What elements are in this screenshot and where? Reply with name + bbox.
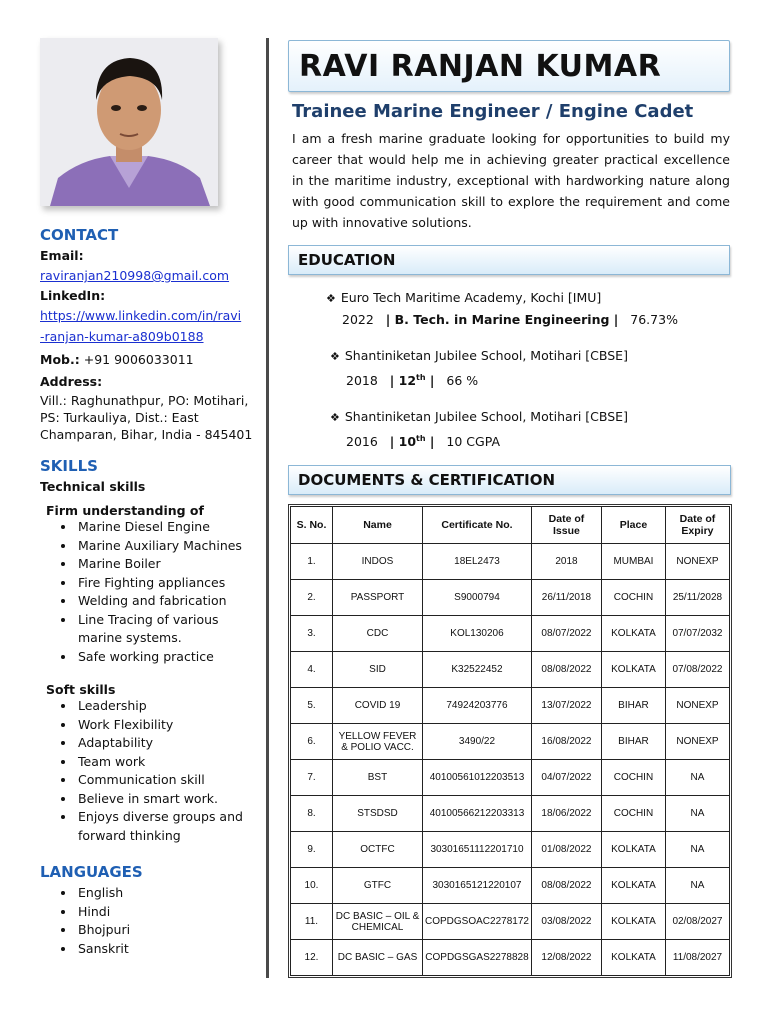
education-entry: [330, 406, 730, 452]
column-header: S. No.: [291, 507, 333, 544]
table-cell: 40100561012203513: [423, 760, 532, 796]
list-item: • Team work: [76, 753, 265, 772]
list-item: • Marine Diesel Engine: [76, 518, 265, 537]
list-item: • Believe in smart work.: [76, 790, 265, 809]
table-cell: NONEXP: [665, 544, 729, 580]
linkedin-label: LinkedIn:: [40, 288, 106, 303]
table-cell: K32522452: [423, 652, 532, 688]
table-cell: NA: [665, 868, 729, 904]
column-header: Date of Issue: [531, 507, 601, 544]
list-item: • Sanskrit: [76, 940, 265, 959]
candidate-name: RAVI RANJAN KUMAR: [299, 48, 662, 84]
table-cell: 13/07/2022: [531, 688, 601, 724]
table-cell: OCTFC: [333, 832, 423, 868]
table-row: [291, 580, 730, 616]
table-cell: KOLKATA: [601, 868, 665, 904]
list-item: • Communication skill: [76, 771, 265, 790]
left-column: [40, 38, 265, 958]
education-course: | B. Tech. in Marine Engineering |: [385, 312, 619, 327]
contact-heading: CONTACT: [40, 226, 119, 244]
table-cell: 16/08/2022: [531, 724, 601, 760]
table-row: [291, 724, 730, 760]
table-cell: KOLKATA: [601, 616, 665, 652]
table-cell: COPDGSOAC2278172: [423, 904, 532, 940]
skills-heading: SKILLS: [40, 457, 98, 475]
education-course-sup: th: [416, 373, 426, 382]
education-heading-text: EDUCATION: [298, 251, 396, 269]
education-entry: [326, 287, 730, 330]
list-item: • Leadership: [76, 697, 265, 716]
table-cell: 01/08/2022: [531, 832, 601, 868]
column-header: Certificate No.: [423, 507, 532, 544]
education-course: [390, 434, 435, 449]
list-item: • Marine Auxiliary Machines: [76, 537, 265, 556]
table-cell: COPDGSGAS2278828: [423, 940, 532, 976]
table-cell: KOLKATA: [601, 832, 665, 868]
column-header: Name: [333, 507, 423, 544]
table-cell: 08/08/2022: [531, 652, 601, 688]
table-cell: 8.: [291, 796, 333, 832]
table-cell: 03/08/2022: [531, 904, 601, 940]
mobile-number: +91 9006033011: [83, 352, 194, 367]
table-cell: 9.: [291, 832, 333, 868]
list-item: • Line Tracing of various marine systems.: [76, 611, 228, 648]
list-item: • Work Flexibility: [76, 716, 265, 735]
table-cell: KOLKATA: [601, 652, 665, 688]
address-line: Champaran, Bihar, India - 845401: [40, 427, 253, 442]
table-cell: 2.: [291, 580, 333, 616]
table-cell: 11/08/2027: [665, 940, 729, 976]
firm-understanding-label: Firm understanding of: [46, 503, 204, 518]
education-detail: [326, 309, 730, 330]
documents-heading-text: DOCUMENTS & CERTIFICATION: [298, 471, 556, 489]
education-entry: [330, 345, 730, 391]
table-row: [291, 544, 730, 580]
table-cell: BIHAR: [601, 688, 665, 724]
education-course-text: | 10: [389, 434, 417, 450]
table-cell: 02/08/2027: [665, 904, 729, 940]
column-header: Date of Expiry: [665, 507, 729, 544]
address-line: PS: Turkauliya, Dist.: East: [40, 410, 199, 425]
table-cell: 18/06/2022: [531, 796, 601, 832]
list-item: • Bhojpuri: [76, 921, 265, 940]
table-row: [291, 832, 730, 868]
table-cell: 3030165121220107: [423, 868, 532, 904]
job-title: Trainee Marine Engineer / Engine Cadet: [292, 101, 694, 122]
table-cell: 11.: [291, 904, 333, 940]
table-cell: BST: [333, 760, 423, 796]
technical-skills-list: [40, 518, 265, 666]
column-divider: [266, 38, 269, 978]
education-course-text: | 12: [389, 373, 417, 389]
list-item: • Welding and fabrication: [76, 592, 265, 611]
table-cell: KOLKATA: [601, 904, 665, 940]
list-item: • Enjoys diverse groups and forward thinking: [76, 808, 248, 845]
table-cell: SID: [333, 652, 423, 688]
table-cell: 12/08/2022: [531, 940, 601, 976]
table-cell: 5.: [291, 688, 333, 724]
list-item: • Marine Boiler: [76, 555, 265, 574]
profile-photo-illustration: [40, 38, 218, 206]
mobile-row: [40, 351, 265, 368]
table-cell: KOL130206: [423, 616, 532, 652]
table-cell: 18EL2473: [423, 544, 532, 580]
table-cell: KOLKATA: [601, 940, 665, 976]
table-cell: 7.: [291, 760, 333, 796]
column-header: Place: [601, 507, 665, 544]
linkedin-link[interactable]: [40, 305, 265, 347]
table-cell: 6.: [291, 724, 333, 760]
table-cell: 26/11/2018: [531, 580, 601, 616]
table-row: [291, 616, 730, 652]
name-banner: [288, 40, 730, 92]
table-cell: COCHIN: [601, 760, 665, 796]
table-cell: INDOS: [333, 544, 423, 580]
linkedin-link-line1[interactable]: https://www.linkedin.com/in/ravi: [40, 308, 242, 323]
table-cell: MUMBAI: [601, 544, 665, 580]
languages-heading: LANGUAGES: [40, 863, 143, 881]
table-header-row: [291, 507, 730, 544]
table-cell: COVID 19: [333, 688, 423, 724]
table-cell: 30301651112201710: [423, 832, 532, 868]
right-column: [288, 40, 730, 452]
table-row: [291, 796, 730, 832]
education-detail: [330, 428, 730, 452]
email-link[interactable]: raviranjan210998@gmail.com: [40, 268, 230, 283]
education-course-sup: th: [416, 434, 426, 444]
table-cell: 25/11/2028: [665, 580, 729, 616]
education-score: 76.73%: [630, 312, 678, 327]
education-heading: [288, 245, 730, 275]
table-cell: 3.: [291, 616, 333, 652]
education-course: [390, 373, 435, 388]
education-course-text: |: [425, 434, 435, 450]
address-label: Address:: [40, 374, 103, 389]
education-year: 2016: [346, 434, 378, 450]
documents-heading: [288, 465, 731, 495]
table-cell: NONEXP: [665, 724, 729, 760]
education-detail: [330, 367, 730, 391]
table-cell: 08/07/2022: [531, 616, 601, 652]
table-cell: NA: [665, 796, 729, 832]
address-line: Vill.: Raghunathpur, PO: Motihari,: [40, 393, 249, 408]
table-row: [291, 868, 730, 904]
technical-skills-label: Technical skills: [40, 479, 146, 494]
table-cell: 4.: [291, 652, 333, 688]
list-item: • Adaptability: [76, 734, 265, 753]
table-cell: NA: [665, 760, 729, 796]
linkedin-link-line2[interactable]: -ranjan-kumar-a809b0188: [40, 329, 204, 344]
table-cell: 2018: [531, 544, 601, 580]
table-cell: STSDSD: [333, 796, 423, 832]
education-score: 10 CGPA: [446, 434, 501, 450]
table-cell: 74924203776: [423, 688, 532, 724]
education-year: 2018: [346, 373, 378, 389]
table-row: [291, 904, 730, 940]
profile-summary: I am a fresh marine graduate looking for opportunities to build my career that would help me in achieving greater practical excellence in the maritime industry, exceptional with hardworking nature along with good communication skill to explore the requirement and come up with innovative solutions.: [292, 131, 730, 230]
table-cell: DC BASIC – GAS: [333, 940, 423, 976]
education-year: 2022: [342, 312, 374, 327]
table-cell: NONEXP: [665, 688, 729, 724]
table-cell: BIHAR: [601, 724, 665, 760]
table-cell: 1.: [291, 544, 333, 580]
table-cell: 3490/22: [423, 724, 532, 760]
list-item: • Safe working practice: [76, 648, 265, 667]
table-row: [291, 652, 730, 688]
list-item: • Fire Fighting appliances: [76, 574, 265, 593]
education-score: 66 %: [446, 373, 479, 389]
table-cell: COCHIN: [601, 796, 665, 832]
mobile-label: Mob.:: [40, 352, 80, 367]
table-cell: 40100566212203313: [423, 796, 532, 832]
table-cell: 04/07/2022: [531, 760, 601, 796]
table-cell: 08/08/2022: [531, 868, 601, 904]
institute-name: ❖ Shantiniketan Jubilee School, Motihari [CBSE]: [330, 345, 730, 367]
email-label: Email:: [40, 248, 84, 263]
table-cell: COCHIN: [601, 580, 665, 616]
table-row: [291, 760, 730, 796]
soft-skills-label: Soft skills: [46, 682, 116, 697]
table-cell: GTFC: [333, 868, 423, 904]
education-course-text: |: [425, 373, 435, 389]
list-item: • English: [76, 884, 265, 903]
languages-list: [40, 884, 265, 958]
soft-skills-list: [40, 697, 265, 845]
table-cell: 12.: [291, 940, 333, 976]
table-cell: CDC: [333, 616, 423, 652]
table-cell: S9000794: [423, 580, 532, 616]
documents-table: [290, 506, 730, 976]
address-text: [40, 392, 265, 443]
table-cell: YELLOW FEVER & POLIO VACC.: [333, 724, 423, 760]
table-cell: 07/08/2022: [665, 652, 729, 688]
table-cell: 10.: [291, 868, 333, 904]
table-row: [291, 688, 730, 724]
documents-table-body: [291, 544, 730, 976]
profile-photo: [40, 38, 218, 206]
institute-name: ❖ Shantiniketan Jubilee School, Motihari [CBSE]: [330, 406, 730, 428]
table-cell: PASSPORT: [333, 580, 423, 616]
table-cell: DC BASIC – OIL & CHEMICAL: [333, 904, 423, 940]
table-cell: NA: [665, 832, 729, 868]
table-row: [291, 940, 730, 976]
institute-name: ❖ Euro Tech Maritime Academy, Kochi [IMU]: [326, 287, 730, 309]
list-item: • Hindi: [76, 903, 265, 922]
table-cell: 07/07/2032: [665, 616, 729, 652]
